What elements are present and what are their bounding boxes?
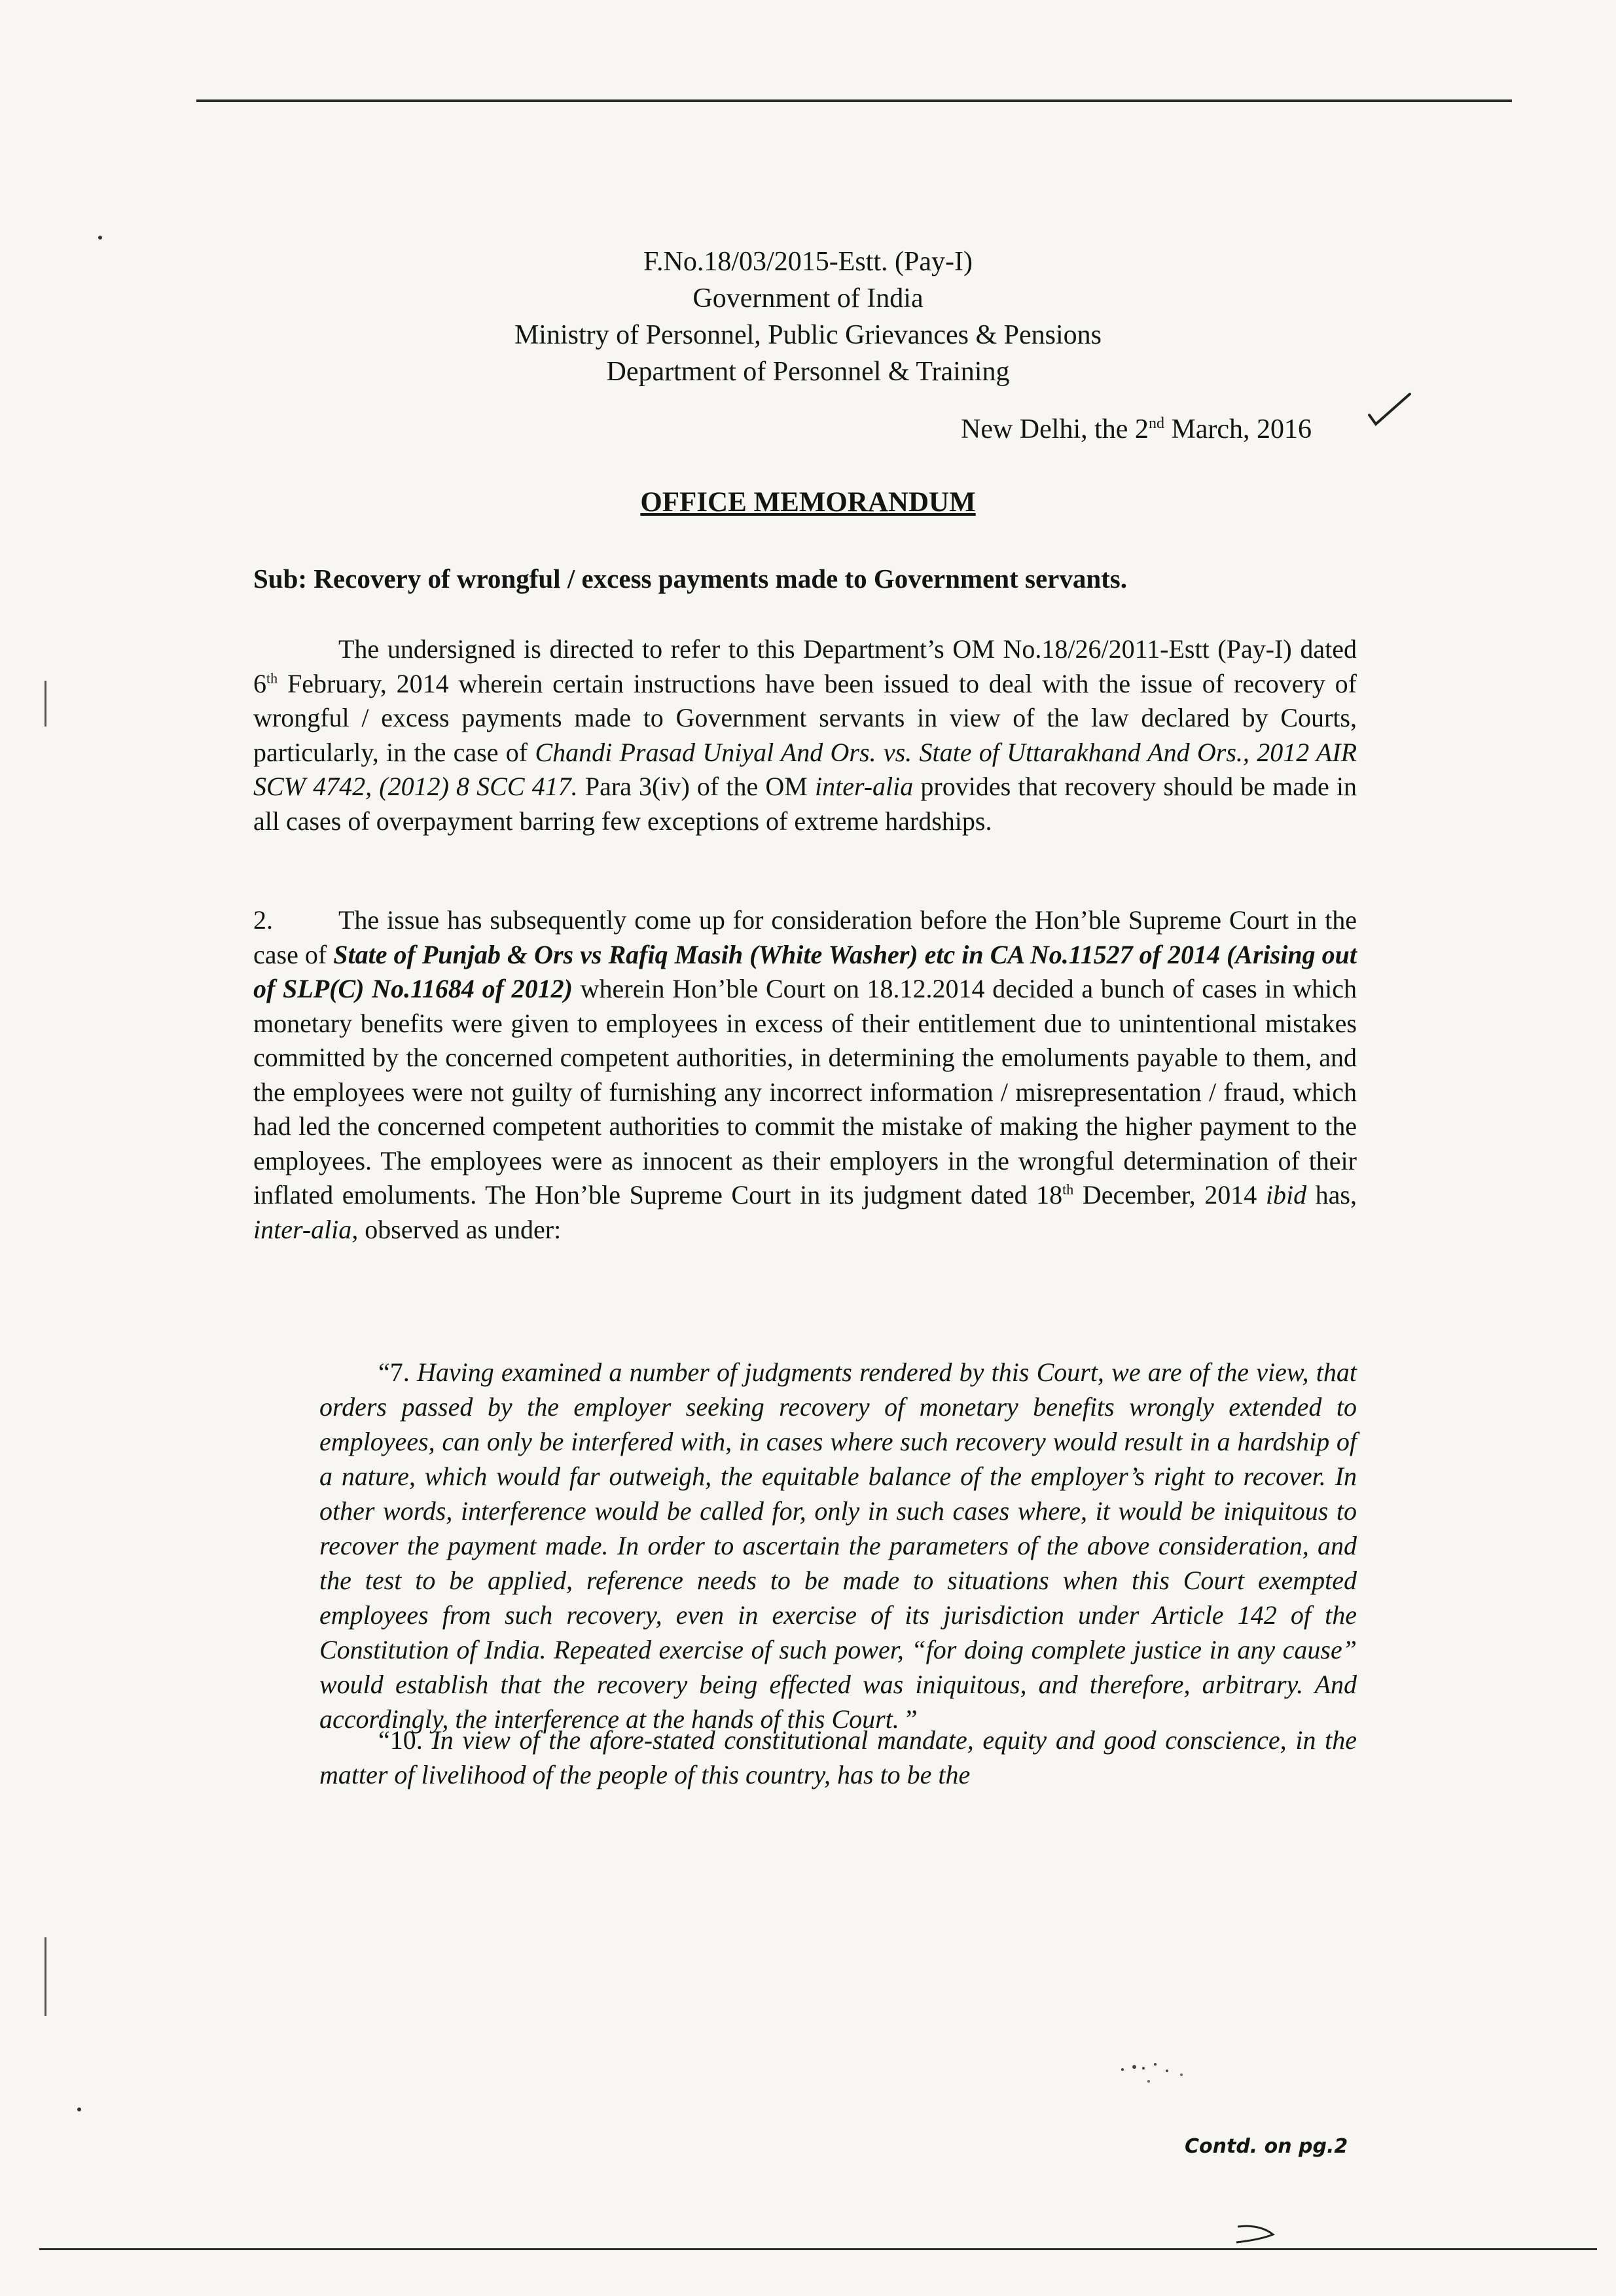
file-number: F.No.18/03/2015-Estt. (Pay-I) (643, 247, 973, 277)
letterhead (0, 243, 1616, 390)
judgment-quote-7: “7. Having examined a number of judgments rendered by this Court, we are of the view, that orders passed by the employer seeking recovery of monetary benefits wrongly extended to employees, can only be interfered with, in cases where such recovery would result in a hardship of a nature, which would far outweigh, the equitable balance of the employer’s right to recover. In other words, interference would be called for, only in such cases where, it would be iniquitous to recover the payment made. In order to ascertain the parameters of the above consideration, and the test to be applied, reference needs to be made to situations when this Court exempted employees from such recovery, even in exercise of its jurisdiction under Article 142 of the Constitution of India. Repeated exercise of such power, “for doing complete justice in any cause” would establish that the recovery being effected was iniquitous, and therefore, arbitrary. And accordingly, the interference at the hands of this Court. ” (319, 1357, 1357, 1734)
continuation-note: Contd. on pg.2 (1185, 2135, 1348, 2158)
paragraph-1: The undersigned is directed to refer to this Department’s OM No.18/26/2011-Estt (Pay-I) dated 6th February, 2014 wherein certain instructions have been issued to deal with the issue of recovery of wrongful / excess payments made to Government servants in view of the law declared by Courts, particularly, in the case of Chandi Prasad Uniyal And Ors. vs. State of Uttarakhand And Ors., 2012 AIR SCW 4742, (2012) 8 SCC 417. Para 3(iv) of the OM inter-alia provides that recovery should be made in all cases of overpayment barring few exceptions of extreme hardships. (253, 634, 1357, 836)
judgment-quote-10: “10. In view of the afore-stated constitutional mandate, equity and good conscience, in the matter of livelihood of the people of this country, has to be the (319, 1725, 1357, 1789)
scan-speck (98, 236, 102, 240)
case-citation: State of Punjab & Ors vs Rafiq Masih (White Washer) etc in CA No.11527 of 2014 (Arising out of SLP(C) No.11684 of 2012) (253, 939, 1357, 1003)
scan-specks (1109, 2055, 1214, 2094)
paragraph-2: 2. The issue has subsequently come up for consideration before the Hon’ble Supreme Court in the case of State of Punjab & Ors vs Rafiq Masih (White Washer) etc in CA No.11527 of 2014 (Arising out of SLP(C) No.11684 of 2012) wherein Hon’ble Court on 18.12.2014 decided a bunch of cases in which monetary benefits were given to employees in excess of their entitlement due to unintentional mistakes committed by the concerned competent authorities, in determining the emoluments payable to them, and the employees were not guilty of furnishing any incorrect information / misrepresentation / fraud, which had led the concerned competent authorities to commit the mistake of making the higher payment to the employees. The employees were as innocent as their employers in the wrongful determination of their inflated emoluments. The Hon’ble Supreme Court in its judgment dated 18th December, 2014 ibid has, inter-alia, observed as under: (253, 903, 1357, 1247)
scan-margin-mark (45, 1937, 46, 2016)
issue-date: New Delhi, the 2nd March, 2016 (961, 414, 1312, 444)
bottom-rule (39, 2248, 1597, 2250)
subject-line: Sub: Recovery of wrongful / excess payments made to Government servants. (253, 564, 1128, 594)
scan-speck (77, 2108, 81, 2111)
case-citation: Chandi Prasad Uniyal And Ors. vs. State of Uttarakhand And Ors., 2012 AIR SCW 4742, (2012) 8 SCC 417. (253, 737, 1357, 801)
top-rule (196, 99, 1512, 102)
pen-mark-icon (1234, 2220, 1286, 2246)
tick-mark-icon (1367, 391, 1412, 431)
paragraph-number: 2. (253, 905, 273, 935)
ministry-name: Ministry of Personnel, Public Grievances & Pensions (514, 320, 1102, 350)
scan-margin-mark (45, 681, 46, 726)
memorandum-title: OFFICE MEMORANDUM (640, 487, 976, 518)
government-name: Government of India (692, 283, 924, 314)
department-name: Department of Personnel & Training (606, 357, 1010, 387)
